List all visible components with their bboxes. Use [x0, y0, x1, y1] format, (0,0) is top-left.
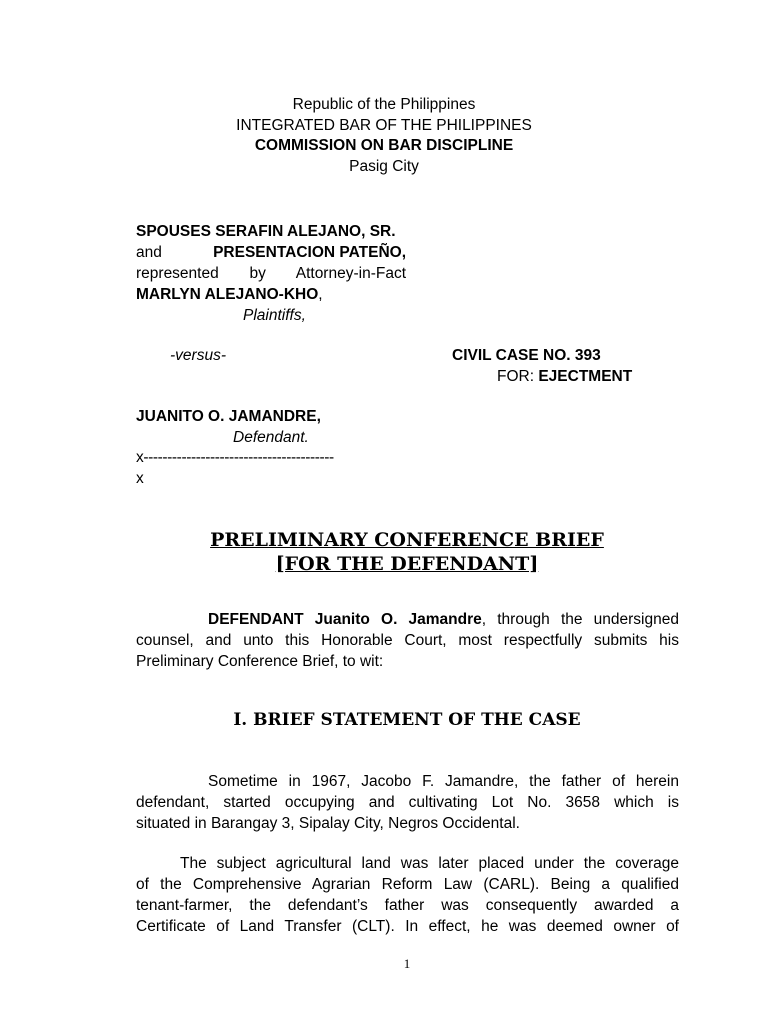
para2-line-4: Certificate of Land Transfer (CLT). In effect, he was deemed owner of — [136, 918, 679, 935]
for-label: FOR: — [497, 368, 535, 385]
page-number: 1 — [403, 956, 411, 971]
plaintiffs-name-2-line — [136, 244, 406, 262]
intro-line-3: Preliminary Conference Brief, to wit: — [136, 653, 384, 670]
attorney-line — [136, 286, 323, 304]
defendant-name: JUANITO O. JAMANDRE, — [136, 408, 321, 425]
brief-subtitle: [FOR THE DEFENDANT] — [275, 553, 539, 575]
header-republic: Republic of the Philippines — [292, 96, 476, 113]
para1-line-2: defendant, started occupying and cultivating Lot No. 3658 which is — [136, 794, 679, 811]
para2-line-2: of the Comprehensive Agrarian Reform Law (CARL). Being a qualified — [136, 876, 679, 893]
section-heading: I. BRIEF STATEMENT OF THE CASE — [233, 710, 581, 730]
case-for-line — [497, 368, 632, 386]
intro-lead: DEFENDANT Juanito O. Jamandre — [208, 611, 482, 628]
plaintiffs-label: Plaintiffs, — [243, 307, 306, 324]
attorney-name: MARLYN ALEJANO-KHO — [136, 286, 319, 303]
plaintiffs-name-2: PRESENTACION PATEÑO, — [213, 244, 406, 261]
brief-title: PRELIMINARY CONFERENCE BRIEF — [210, 529, 604, 551]
para1-line-3: situated in Barangay 3, Sipalay City, Negros Occidental. — [136, 815, 520, 832]
versus-label: -versus- — [170, 347, 226, 364]
intro-line-2: counsel, and unto this Honorable Court, most respectfully submits his — [136, 632, 679, 649]
for-value: EJECTMENT — [538, 368, 633, 385]
intro-line-1-rest: , through the undersigned — [481, 611, 679, 628]
caption-separator: x---------------------------------------- — [136, 449, 334, 466]
header-city: Pasig City — [349, 158, 419, 175]
attorney-comma: , — [318, 286, 323, 303]
header-commission: COMMISSION ON BAR DISCIPLINE — [254, 137, 514, 154]
intro-line-1 — [208, 611, 679, 629]
para2-line-1: The subject agricultural land was later placed under the coverage — [180, 855, 679, 872]
defendant-label: Defendant. — [233, 429, 309, 446]
para1-line-1: Sometime in 1967, Jacobo F. Jamandre, the father of herein — [208, 773, 679, 790]
plaintiffs-name-1: SPOUSES SERAFIN ALEJANO, SR. — [136, 223, 396, 240]
and-word: and — [136, 244, 162, 261]
header-ibp: INTEGRATED BAR OF THE PHILIPPINES — [236, 117, 532, 134]
case-number: CIVIL CASE NO. 393 — [452, 347, 601, 364]
para2-line-3: tenant-farmer, the defendant’s father was consequently awarded a — [136, 897, 679, 914]
caption-separator-end: x — [136, 470, 144, 487]
represented-line: represented by Attorney-in-Fact — [136, 265, 406, 282]
